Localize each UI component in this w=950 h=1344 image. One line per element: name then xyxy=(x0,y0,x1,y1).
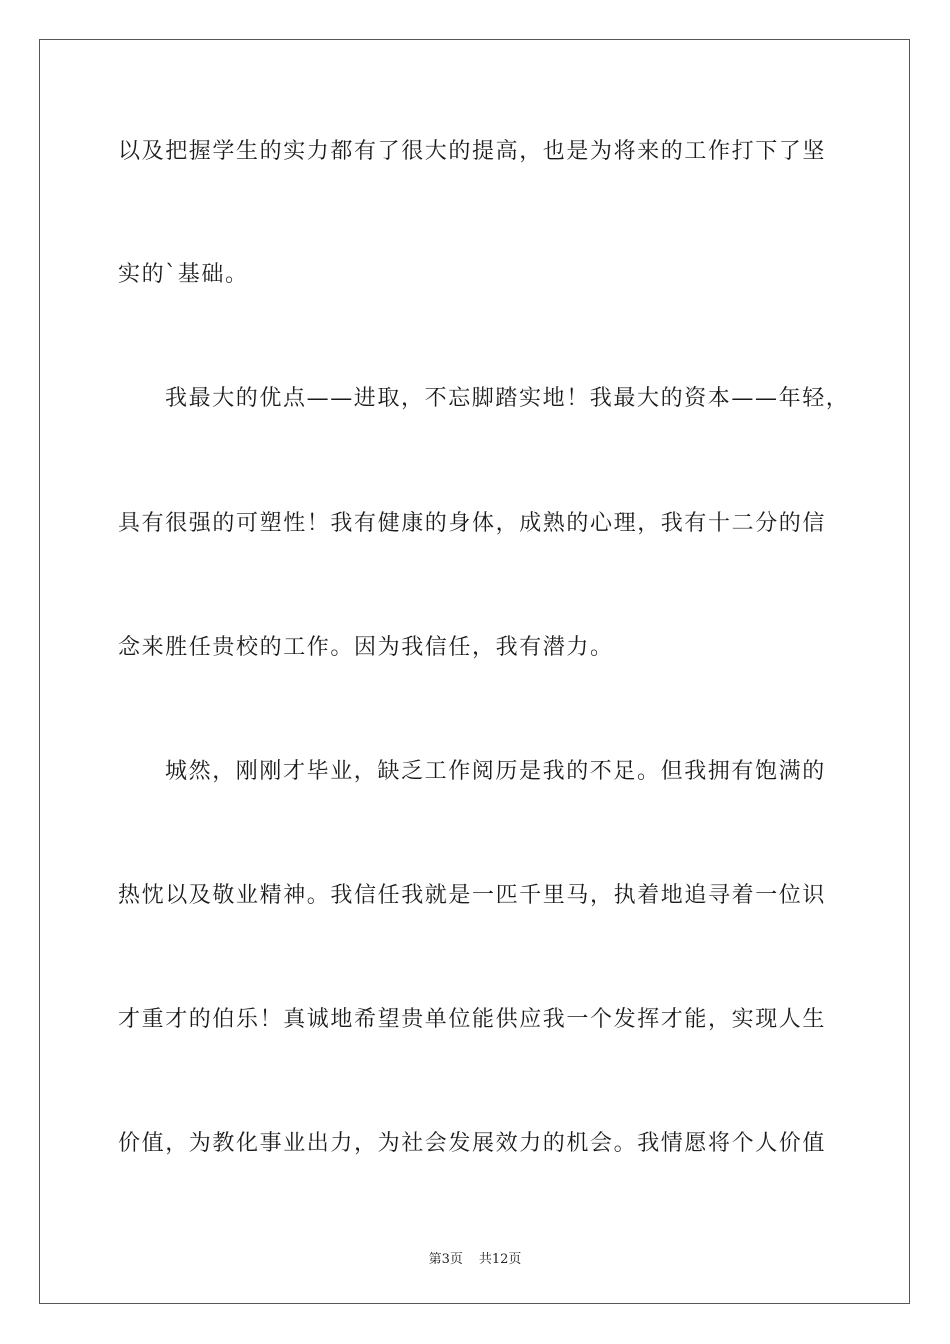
text-line-8: 才重才的伯乐！真诚地希望贵单位能供应我一个发挥才能，实现人生 xyxy=(118,1007,827,1032)
text-line-9: 价值，为教化事业出力，为社会发展效力的机会。我情愿将个人价值 xyxy=(118,1131,827,1156)
page-border xyxy=(39,39,910,1304)
text-line-7: 热忱以及敬业精神。我信任我就是一匹千里马，执着地追寻着一位识 xyxy=(118,883,827,908)
text-line-3: 我最大的优点——进取，不忘脚踏实地！我最大的资本——年轻， xyxy=(165,386,850,411)
page-total: 共12页 xyxy=(478,1252,522,1267)
text-line-1: 以及把握学生的实力都有了很大的提高，也是为将来的工作打下了坚 xyxy=(118,139,827,164)
text-line-5: 念来胜任贵校的工作。因为我信任，我有潜力。 xyxy=(118,635,614,660)
text-line-4: 具有很强的可塑性！我有健康的身体，成熟的心理，我有十二分的信 xyxy=(118,511,827,536)
text-line-2: 实的`基础。 xyxy=(118,262,249,287)
text-line-6: 城然，刚刚才毕业，缺乏工作阅历是我的不足。但我拥有饱满的 xyxy=(165,759,826,784)
page-footer xyxy=(0,1248,950,1267)
page-number: 第3页 xyxy=(428,1252,463,1267)
